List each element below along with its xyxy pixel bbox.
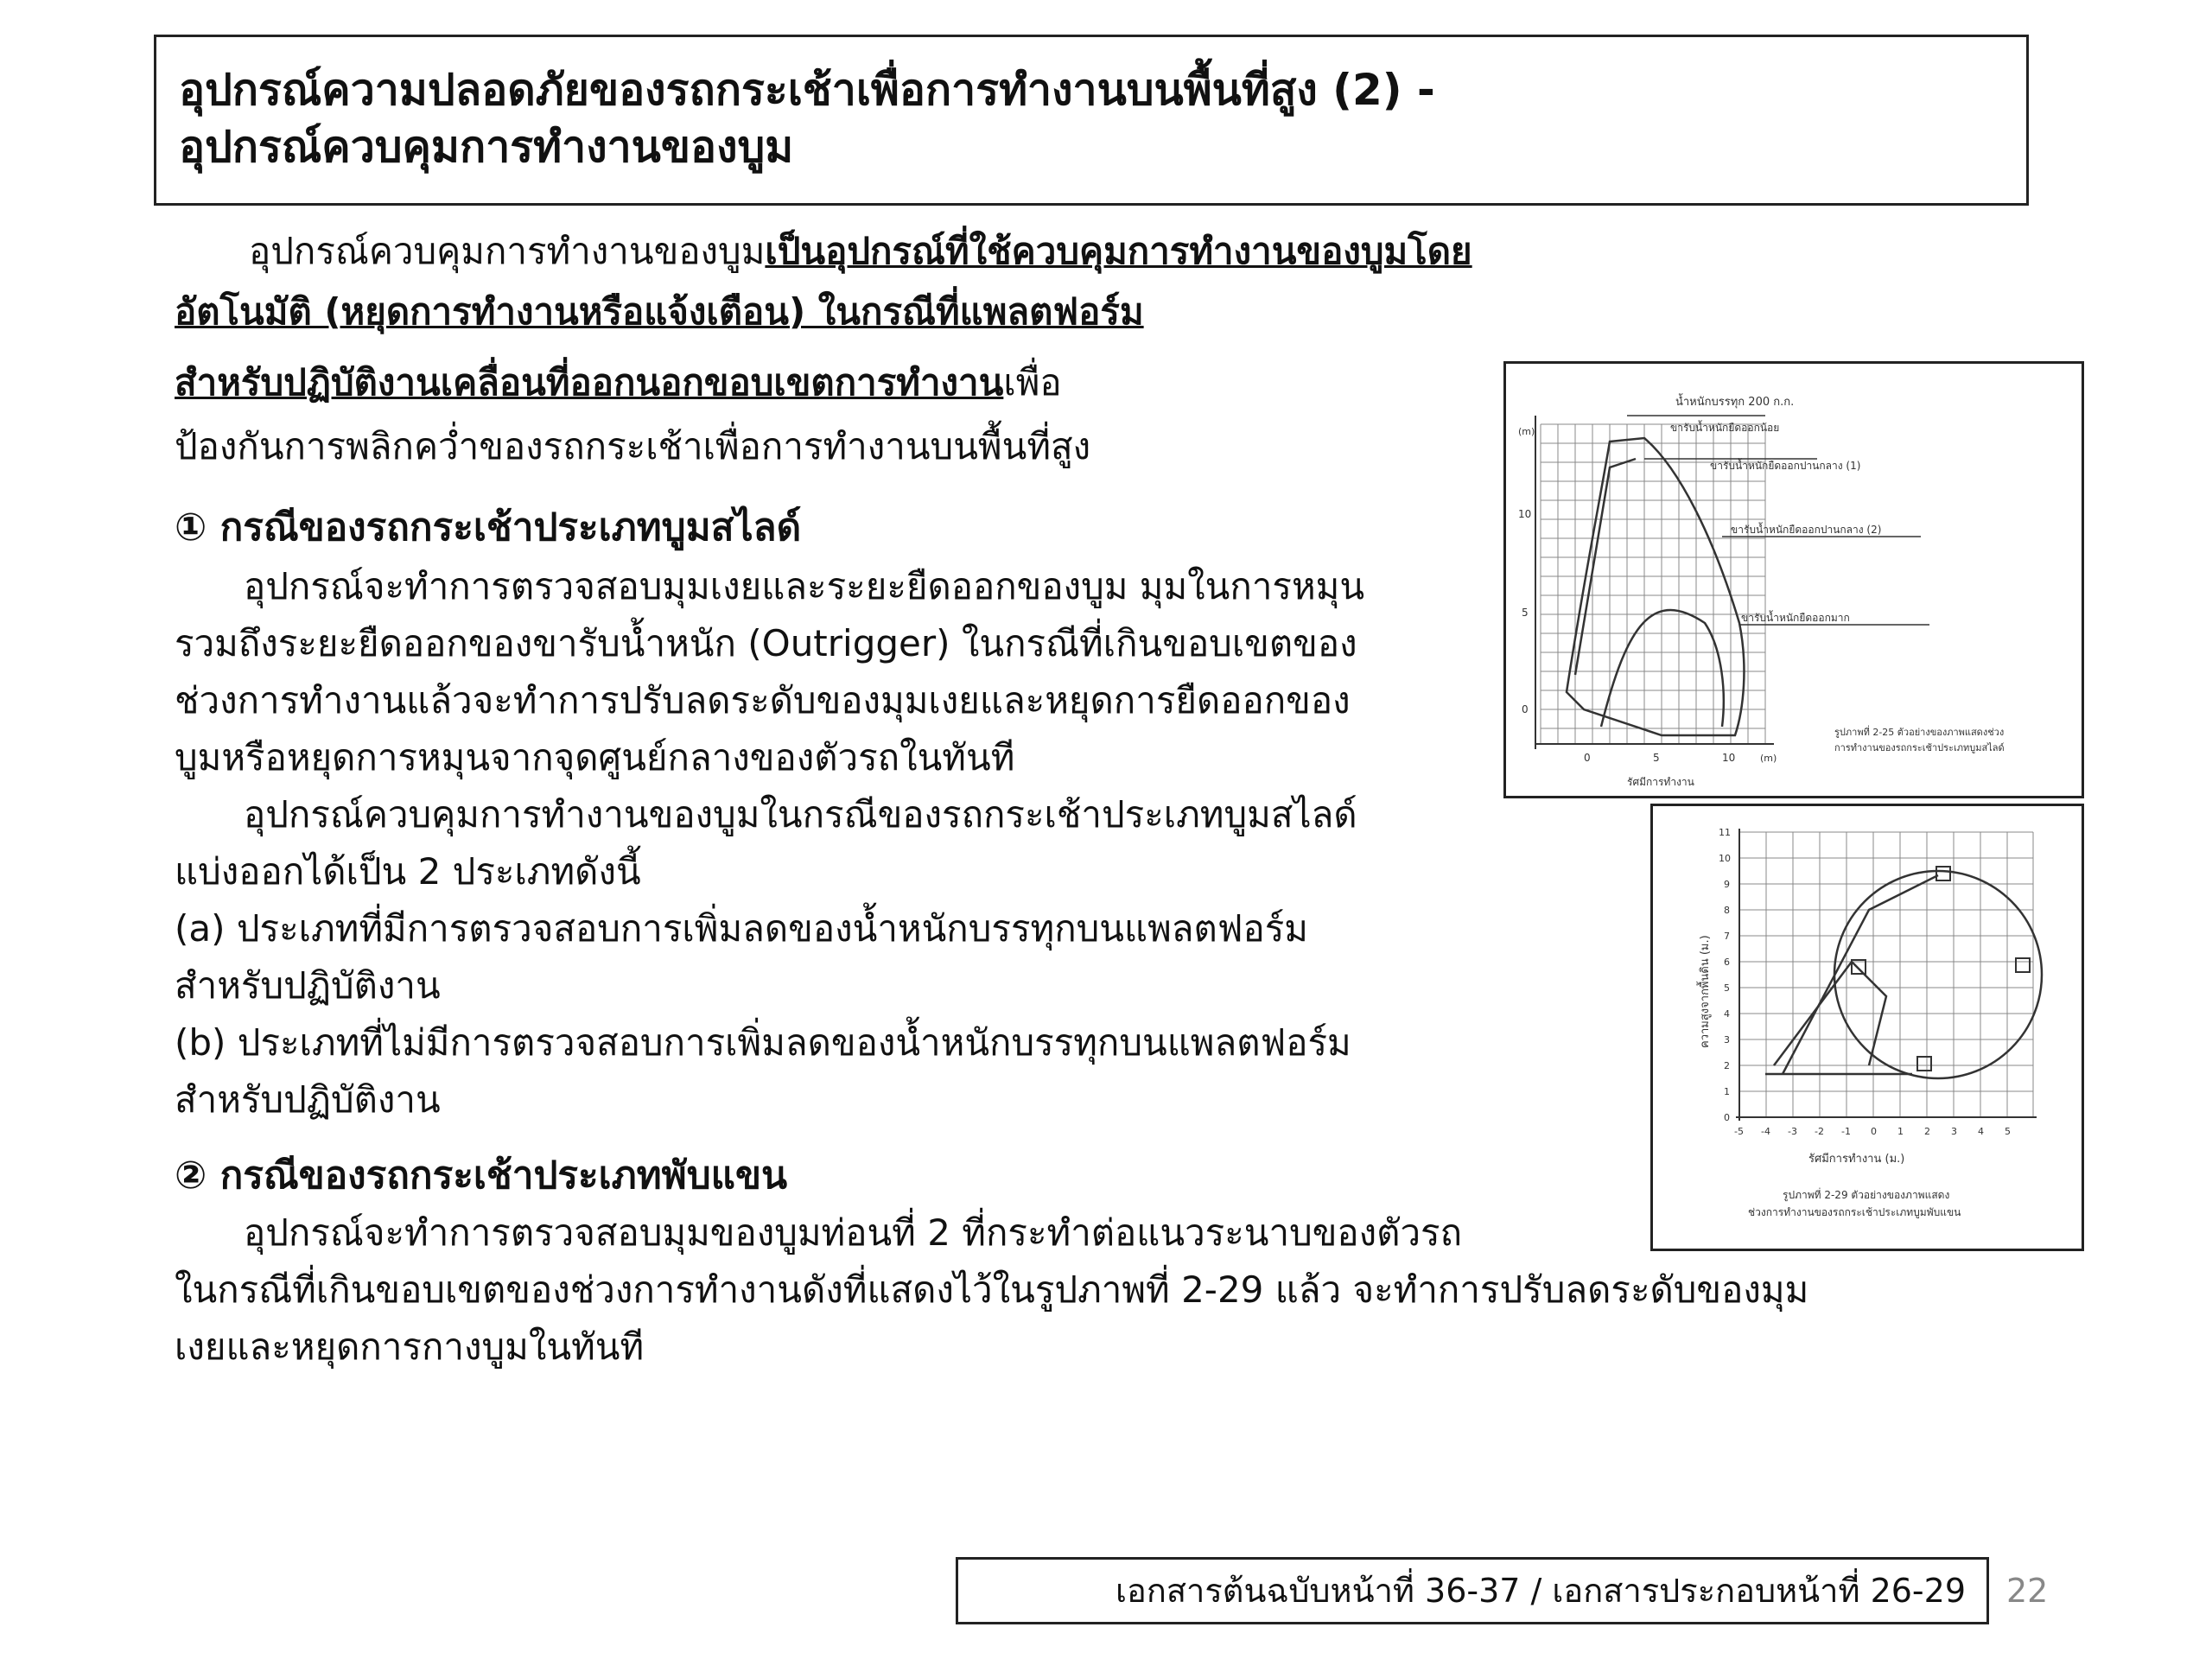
figure2-x-tick: -2 bbox=[1815, 1126, 1824, 1137]
figure1-x-tick: 0 bbox=[1584, 752, 1591, 764]
section1-line: (a) ประเภทที่มีการตรวจสอบการเพิ่มลดของน้ำหนักบรรทุกบนแพลตฟอร์ม bbox=[175, 907, 1308, 950]
figure2-y-tick: 9 bbox=[1724, 879, 1730, 890]
figure1-y-tick: 0 bbox=[1522, 703, 1529, 715]
figure1-label: ขารับน้ำหนักยืดออกน้อย bbox=[1670, 422, 1780, 434]
figure2-y-tick: 5 bbox=[1724, 982, 1730, 994]
figure2-y-tick: 11 bbox=[1719, 827, 1731, 838]
figure2-x-tick: 5 bbox=[2005, 1126, 2011, 1137]
figure-folding-boom-range bbox=[1650, 804, 2084, 1251]
figure2-y-tick: 4 bbox=[1724, 1008, 1730, 1020]
figure2-y-tick: 8 bbox=[1724, 905, 1730, 916]
figure2-y-label: ความสูงจากพื้นดิน (ม.) bbox=[1699, 935, 1712, 1048]
figure1-y-tick: 5 bbox=[1522, 607, 1529, 619]
section1-line: อุปกรณ์ควบคุมการทำงานของบูมในกรณีของรถกระเช้าประเภทบูมสไลด์ bbox=[244, 793, 1357, 836]
figure1-grid bbox=[1541, 424, 1765, 744]
section2-line: เงยและหยุดการกางบูมในทันที bbox=[175, 1325, 645, 1368]
figure2-x-tick: -1 bbox=[1841, 1126, 1851, 1137]
section1-line: ช่วงการทำงานแล้วจะทำการปรับลดระดับของมุมเงยและหยุดการยืดออกของ bbox=[175, 679, 1351, 721]
figure1-label: ขารับน้ำหนักยืดออกปานกลาง (1) bbox=[1710, 460, 1861, 472]
figure1-x-tick: 5 bbox=[1653, 752, 1660, 764]
section2-line: อุปกรณ์จะทำการตรวจสอบมุมของบูมท่อนที่ 2 ที่กระทำต่อแนวระนาบของตัวรถ bbox=[244, 1211, 1463, 1254]
figure1-caption-1: รูปภาพที่ 2-25 ตัวอย่างของภาพแสดงช่วง bbox=[1834, 727, 2005, 738]
figure2-y-tick: 1 bbox=[1724, 1086, 1730, 1097]
section2-heading: ② กรณีของรถกระเช้าประเภทพับแขน bbox=[175, 1154, 788, 1198]
figure2-y-tick: 2 bbox=[1724, 1060, 1730, 1071]
figure2-y-tick: 0 bbox=[1724, 1112, 1730, 1123]
figure2-x-tick: 2 bbox=[1924, 1126, 1930, 1137]
intro-lead: อุปกรณ์ควบคุมการทำงานของบูม bbox=[249, 230, 766, 272]
figure1-x-tick: 10 bbox=[1722, 752, 1736, 764]
intro-line-4: ป้องกันการพลิกคว่ำของรถกระเช้าเพื่อการทำงานบนพื้นที่สูง bbox=[175, 425, 1091, 467]
intro-line-2 bbox=[175, 283, 1144, 340]
figure1-y-tick: 10 bbox=[1518, 508, 1532, 520]
section1-line: แบ่งออกได้เป็น 2 ประเภทดังนี้ bbox=[175, 850, 641, 893]
figure2-x-tick: 1 bbox=[1897, 1126, 1904, 1137]
figure1-unit-y: (m) bbox=[1518, 426, 1535, 437]
figure1-x-label: รัศมีการทำงาน bbox=[1627, 776, 1694, 788]
figure1-label: ขารับน้ำหนักยืดออกปานกลาง (2) bbox=[1731, 524, 1882, 536]
page-number: 22 bbox=[2006, 1572, 2049, 1610]
section1-line: สำหรับปฏิบัติงาน bbox=[175, 964, 441, 1007]
footer-reference: เอกสารต้นฉบับหน้าที่ 36-37 / เอกสารประกอบหน้าที่ 26-29 bbox=[1116, 1572, 1966, 1610]
figure1-caption-2: การทำงานของรถกระเช้าประเภทบูมสไลด์ bbox=[1834, 742, 2005, 753]
figure1-leader-lines bbox=[1627, 416, 1929, 625]
page-title-line-2: อุปกรณ์ควบคุมการทำงานของบูม bbox=[179, 122, 794, 172]
intro-line-3 bbox=[175, 354, 1062, 411]
figure2-x-tick: -5 bbox=[1734, 1126, 1744, 1137]
intro-tail-3: เพื่อ bbox=[1003, 361, 1062, 404]
figure1-unit-x: (m) bbox=[1760, 753, 1777, 764]
figure2-x-tick: 3 bbox=[1951, 1126, 1957, 1137]
figure1-drawing bbox=[1506, 364, 2082, 796]
figure2-x-tick: 0 bbox=[1871, 1126, 1877, 1137]
page-title-line-1: อุปกรณ์ความปลอดภัยของรถกระเช้าเพื่อการทำงานบนพื้นที่สูง (2) - bbox=[179, 65, 1435, 115]
figure2-caption-1: รูปภาพที่ 2-29 ตัวอย่างของภาพแสดง bbox=[1783, 1189, 1950, 1201]
section1-line: (b) ประเภทที่ไม่มีการตรวจสอบการเพิ่มลดของน้ำหนักบรรทุกบนแพลตฟอร์ม bbox=[175, 1021, 1351, 1064]
figure2-envelope bbox=[1765, 871, 2042, 1078]
title-box bbox=[154, 35, 2029, 206]
figure2-y-tick: 7 bbox=[1724, 931, 1730, 942]
intro-bold-1: เป็นอุปกรณ์ที่ใช้ควบคุมการทำงานของบูมโดย bbox=[765, 230, 1472, 272]
figure2-y-tick: 10 bbox=[1719, 853, 1731, 864]
figure1-top-label: น้ำหนักบรรทุก 200 ก.ก. bbox=[1675, 396, 1795, 409]
figure2-markers bbox=[1852, 867, 2030, 1071]
section1-line: รวมถึงระยะยืดออกของขารับน้ำหนัก (Outrigger) ในกรณีที่เกินขอบเขตของ bbox=[175, 622, 1357, 664]
section1-line: สำหรับปฏิบัติงาน bbox=[175, 1078, 441, 1121]
figure2-x-tick: 4 bbox=[1978, 1126, 1984, 1137]
intro-bold-2: อัตโนมัติ (หยุดการทำงานหรือแจ้งเตือน) ในกรณีที่แพลตฟอร์ม bbox=[175, 290, 1144, 333]
figure2-x-tick: -4 bbox=[1761, 1126, 1770, 1137]
section1-line: บูมหรือหยุดการหมุนจากจุดศูนย์กลางของตัวรถในทันที bbox=[175, 736, 1015, 779]
figure2-x-label: รัศมีการทำงาน (ม.) bbox=[1808, 1153, 1905, 1166]
figure1-label: ขารับน้ำหนักยืดออกมาก bbox=[1741, 612, 1850, 624]
figure2-x-tick: -3 bbox=[1788, 1126, 1797, 1137]
section1-line: อุปกรณ์จะทำการตรวจสอบมุมเงยและระยะยืดออกของบูม มุมในการหมุน bbox=[244, 565, 1365, 607]
intro-bold-3: สำหรับปฏิบัติงานเคลื่อนที่ออกนอกขอบเขตการทำงาน bbox=[175, 361, 1004, 404]
section2-line: ในกรณีที่เกินขอบเขตของช่วงการทำงานดังที่แสดงไว้ในรูปภาพที่ 2-29 แล้ว จะทำการปรับลดระดับของมุม bbox=[175, 1268, 1809, 1311]
intro-line-1 bbox=[249, 223, 1472, 280]
figure-slide-boom-range bbox=[1503, 361, 2084, 798]
figure2-y-tick: 6 bbox=[1724, 957, 1730, 968]
footer-reference-box bbox=[956, 1557, 1989, 1624]
section1-heading: ① กรณีของรถกระเช้าประเภทบูมสไลด์ bbox=[175, 505, 802, 550]
figure2-caption-2: ช่วงการทำงานของรถกระเช้าประเภทบูมพับแขน bbox=[1748, 1206, 1961, 1218]
figure2-y-tick: 3 bbox=[1724, 1034, 1730, 1046]
figure2-drawing bbox=[1653, 806, 2082, 1249]
